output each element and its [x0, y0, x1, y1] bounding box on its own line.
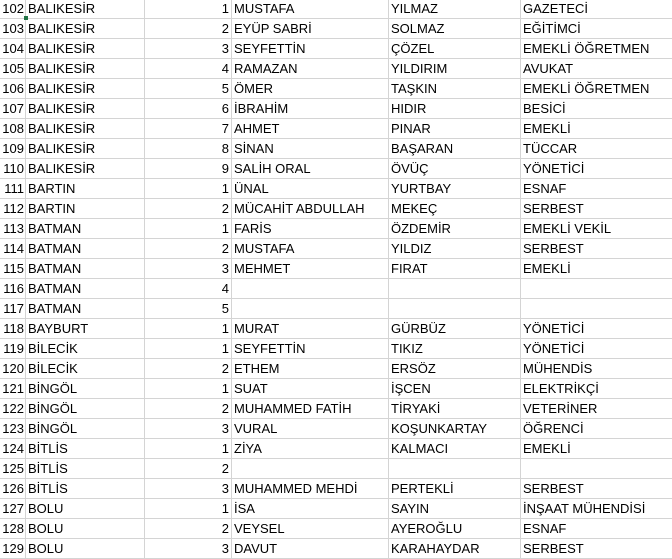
- cell-occupation[interactable]: EĞİTİMCİ: [523, 21, 581, 36]
- row-number[interactable]: 115: [0, 259, 26, 279]
- cell-city[interactable]: BOLU: [26, 519, 145, 539]
- table-row: [0, 299, 672, 319]
- table-row: [0, 259, 672, 279]
- cell-last-name[interactable]: KALMACI: [389, 439, 521, 459]
- cell-first-name[interactable]: VEYSEL: [232, 519, 389, 539]
- row-number[interactable]: 122: [0, 399, 26, 419]
- table-row: [0, 419, 672, 439]
- table-row: [0, 399, 672, 419]
- cell-city[interactable]: BALIKESİR: [26, 99, 145, 119]
- cell-order[interactable]: 2: [145, 519, 232, 539]
- cell-last-name[interactable]: ÖVÜÇ: [389, 159, 521, 179]
- cell-first-name[interactable]: ÖMER: [232, 79, 389, 99]
- cell-occupation[interactable]: EMEKLİ VEKİL: [523, 221, 612, 236]
- cell-last-name[interactable]: ÖZDEMİR: [389, 219, 521, 239]
- cell-last-name[interactable]: KOŞUNKARTAY: [389, 419, 521, 439]
- cell-order[interactable]: 6: [145, 99, 232, 119]
- cell-last-name[interactable]: [389, 279, 521, 299]
- cell-last-name[interactable]: PERTEKLİ: [389, 479, 521, 499]
- row-number[interactable]: 116: [0, 279, 26, 299]
- cell-occupation[interactable]: MÜHENDİS: [523, 361, 593, 376]
- cell-first-name[interactable]: [232, 299, 389, 319]
- table-row: [0, 119, 672, 139]
- cell-order[interactable]: 2: [145, 19, 232, 39]
- table-row: [0, 359, 672, 379]
- cell-occupation[interactable]: AVUKAT: [523, 61, 574, 76]
- table-row: [0, 79, 672, 99]
- cell-order[interactable]: 4: [145, 59, 232, 79]
- cell-city[interactable]: BALIKESİR: [26, 19, 145, 39]
- cell-first-name[interactable]: İSA: [232, 499, 389, 519]
- cell-city[interactable]: BOLU: [26, 539, 145, 559]
- table-row: [0, 439, 672, 459]
- cell-city[interactable]: BAYBURT: [26, 319, 145, 339]
- cell-city[interactable]: BOLU: [26, 499, 145, 519]
- cell-order[interactable]: 1: [145, 439, 232, 459]
- cell-last-name[interactable]: KARAHAYDAR: [389, 539, 521, 559]
- cell-first-name[interactable]: MURAT: [232, 319, 389, 339]
- row-number[interactable]: 121: [0, 379, 26, 399]
- cell-first-name[interactable]: EYÜP SABRİ: [232, 19, 389, 39]
- cell-first-name[interactable]: MUHAMMED FATİH: [232, 399, 389, 419]
- cell-city[interactable]: BİTLİS: [26, 439, 145, 459]
- cell-order[interactable]: 2: [145, 459, 232, 479]
- cell-occupation[interactable]: YÖNETİCİ: [523, 341, 585, 356]
- cell-occupation[interactable]: İNŞAAT MÜHENDİSİ: [523, 501, 646, 516]
- cell-first-name[interactable]: VURAL: [232, 419, 389, 439]
- cell-first-name[interactable]: FARİS: [232, 219, 389, 239]
- row-number[interactable]: 102: [0, 0, 26, 19]
- cell-order[interactable]: 3: [145, 259, 232, 279]
- cell-occupation[interactable]: BESİCİ: [523, 101, 566, 116]
- row-number[interactable]: 119: [0, 339, 26, 359]
- cell-occupation[interactable]: EMEKLİ ÖĞRETMEN: [523, 81, 650, 96]
- cell-first-name[interactable]: MÜCAHİT ABDULLAH: [232, 199, 389, 219]
- cell-order[interactable]: 5: [145, 79, 232, 99]
- table-row: [0, 0, 672, 19]
- cell-last-name[interactable]: MEKEÇ: [389, 199, 521, 219]
- cell-occupation[interactable]: SERBEST: [523, 541, 584, 556]
- cell-order[interactable]: 1: [145, 0, 232, 19]
- table-row: [0, 499, 672, 519]
- cell-first-name[interactable]: SEYFETTİN: [232, 339, 389, 359]
- cell-order[interactable]: 3: [145, 539, 232, 559]
- cell-last-name[interactable]: ÇÖZEL: [389, 39, 521, 59]
- cell-occupation[interactable]: EMEKLİ: [523, 261, 571, 276]
- cell-first-name[interactable]: [232, 279, 389, 299]
- cell-last-name[interactable]: [389, 459, 521, 479]
- cell-occupation[interactable]: YÖNETİCİ: [523, 161, 585, 176]
- cell-occupation[interactable]: SERBEST: [523, 201, 584, 216]
- cell-last-name[interactable]: İŞCEN: [389, 379, 521, 399]
- table-row: [0, 199, 672, 219]
- row-number[interactable]: 103: [0, 19, 26, 39]
- table-row: [0, 159, 672, 179]
- cell-order[interactable]: 1: [145, 219, 232, 239]
- cell-last-name[interactable]: AYEROĞLU: [389, 519, 521, 539]
- table-row: [0, 219, 672, 239]
- table-row: [0, 479, 672, 499]
- cell-last-name[interactable]: SOLMAZ: [389, 19, 521, 39]
- cell-city[interactable]: BİLECİK: [26, 339, 145, 359]
- cell-first-name[interactable]: SİNAN: [232, 139, 389, 159]
- row-number[interactable]: 123: [0, 419, 26, 439]
- table-row: [0, 379, 672, 399]
- cell-city[interactable]: BARTIN: [26, 199, 145, 219]
- cell-occupation[interactable]: YÖNETİCİ: [523, 321, 585, 336]
- cell-first-name[interactable]: RAMAZAN: [232, 59, 389, 79]
- cell-order[interactable]: 9: [145, 159, 232, 179]
- cell-city[interactable]: BARTIN: [26, 179, 145, 199]
- row-number[interactable]: 111: [0, 179, 26, 199]
- fill-handle[interactable]: [24, 16, 28, 20]
- cell-first-name[interactable]: İBRAHİM: [232, 99, 389, 119]
- cell-occupation[interactable]: [521, 299, 672, 319]
- cell-order[interactable]: 4: [145, 279, 232, 299]
- cell-order[interactable]: 7: [145, 119, 232, 139]
- cell-first-name[interactable]: [232, 459, 389, 479]
- row-number[interactable]: 120: [0, 359, 26, 379]
- cell-first-name[interactable]: AHMET: [232, 119, 389, 139]
- cell-city[interactable]: BATMAN: [26, 239, 145, 259]
- row-number[interactable]: 128: [0, 519, 26, 539]
- cell-first-name[interactable]: SEYFETTİN: [232, 39, 389, 59]
- cell-order[interactable]: 1: [145, 499, 232, 519]
- table-row: [0, 279, 672, 299]
- row-number[interactable]: 124: [0, 439, 26, 459]
- cell-order[interactable]: 1: [145, 379, 232, 399]
- cell-order[interactable]: 2: [145, 399, 232, 419]
- cell-occupation[interactable]: [521, 279, 672, 299]
- cell-city[interactable]: BALIKESİR: [26, 39, 145, 59]
- cell-occupation[interactable]: SERBEST: [523, 481, 584, 496]
- cell-city[interactable]: BATMAN: [26, 279, 145, 299]
- cell-first-name[interactable]: ETHEM: [232, 359, 389, 379]
- row-number[interactable]: 104: [0, 39, 26, 59]
- cell-city[interactable]: BİLECİK: [26, 359, 145, 379]
- cell-first-name[interactable]: DAVUT: [232, 539, 389, 559]
- cell-first-name[interactable]: MUSTAFA: [232, 239, 389, 259]
- cell-occupation[interactable]: ESNAF: [523, 181, 567, 196]
- cell-first-name[interactable]: MUSTAFA: [232, 0, 389, 19]
- table-row: [0, 319, 672, 339]
- cell-occupation[interactable]: SERBEST: [523, 241, 584, 256]
- cell-last-name[interactable]: YURTBAY: [389, 179, 521, 199]
- table-row: [0, 139, 672, 159]
- cell-first-name[interactable]: ZİYA: [232, 439, 389, 459]
- table-row: [0, 99, 672, 119]
- cell-city[interactable]: BALIKESİR: [26, 0, 145, 19]
- table-row: [0, 59, 672, 79]
- cell-order[interactable]: 2: [145, 239, 232, 259]
- cell-city[interactable]: BİNGÖL: [26, 419, 145, 439]
- cell-city[interactable]: BALIKESİR: [26, 119, 145, 139]
- cell-order[interactable]: 1: [145, 319, 232, 339]
- cell-last-name[interactable]: YILDIZ: [389, 239, 521, 259]
- cell-city[interactable]: BİNGÖL: [26, 379, 145, 399]
- cell-last-name[interactable]: [389, 299, 521, 319]
- cell-occupation[interactable]: GAZETECİ: [523, 1, 589, 16]
- cell-first-name[interactable]: ÜNAL: [232, 179, 389, 199]
- cell-city[interactable]: BATMAN: [26, 259, 145, 279]
- cell-order[interactable]: 2: [145, 359, 232, 379]
- table-row: [0, 239, 672, 259]
- row-number[interactable]: 129: [0, 539, 26, 559]
- cell-order[interactable]: 8: [145, 139, 232, 159]
- table-row: [0, 39, 672, 59]
- cell-city[interactable]: BALIKESİR: [26, 59, 145, 79]
- row-number[interactable]: 126: [0, 479, 26, 499]
- cell-city[interactable]: BATMAN: [26, 299, 145, 319]
- row-number[interactable]: 112: [0, 199, 26, 219]
- cell-order[interactable]: 2: [145, 199, 232, 219]
- cell-city[interactable]: BİTLİS: [26, 479, 145, 499]
- cell-first-name[interactable]: SALİH ORAL: [232, 159, 389, 179]
- table-row: [0, 459, 672, 479]
- cell-first-name[interactable]: MUHAMMED MEHDİ: [232, 479, 389, 499]
- row-number[interactable]: 106: [0, 79, 26, 99]
- row-number[interactable]: 117: [0, 299, 26, 319]
- cell-order[interactable]: 1: [145, 179, 232, 199]
- cell-first-name[interactable]: SUAT: [232, 379, 389, 399]
- cell-occupation[interactable]: EMEKLİ: [523, 121, 571, 136]
- cell-last-name[interactable]: ERSÖZ: [389, 359, 521, 379]
- cell-order[interactable]: 3: [145, 419, 232, 439]
- cell-order[interactable]: 5: [145, 299, 232, 319]
- cell-occupation[interactable]: [521, 459, 672, 479]
- cell-city[interactable]: BİTLİS: [26, 459, 145, 479]
- row-number[interactable]: 110: [0, 159, 26, 179]
- cell-city[interactable]: BİNGÖL: [26, 399, 145, 419]
- cell-last-name[interactable]: YILDIRIM: [389, 59, 521, 79]
- row-number[interactable]: 127: [0, 499, 26, 519]
- row-number[interactable]: 113: [0, 219, 26, 239]
- cell-last-name[interactable]: BAŞARAN: [389, 139, 521, 159]
- cell-last-name[interactable]: SAYIN: [389, 499, 521, 519]
- table-row: [0, 19, 672, 39]
- cell-order[interactable]: 3: [145, 39, 232, 59]
- row-number[interactable]: 108: [0, 119, 26, 139]
- row-number[interactable]: 118: [0, 319, 26, 339]
- cell-city[interactable]: BALIKESİR: [26, 139, 145, 159]
- cell-last-name[interactable]: TİRYAKİ: [389, 399, 521, 419]
- cell-occupation[interactable]: VETERİNER: [523, 401, 598, 416]
- cell-first-name[interactable]: MEHMET: [232, 259, 389, 279]
- cell-city[interactable]: BALIKESİR: [26, 159, 145, 179]
- cell-occupation[interactable]: EMEKLİ: [523, 441, 571, 456]
- cell-order[interactable]: 3: [145, 479, 232, 499]
- row-number[interactable]: 107: [0, 99, 26, 119]
- table-row: [0, 539, 672, 559]
- row-number[interactable]: 105: [0, 59, 26, 79]
- table-row: [0, 339, 672, 359]
- row-number[interactable]: 109: [0, 139, 26, 159]
- cell-last-name[interactable]: TAŞKIN: [389, 79, 521, 99]
- table-row: [0, 179, 672, 199]
- cell-last-name[interactable]: FIRAT: [389, 259, 521, 279]
- cell-city[interactable]: BATMAN: [26, 219, 145, 239]
- cell-city[interactable]: BALIKESİR: [26, 79, 145, 99]
- cell-last-name[interactable]: TIKIZ: [389, 339, 521, 359]
- cell-order[interactable]: 1: [145, 339, 232, 359]
- cell-occupation[interactable]: ELEKTRİKÇİ: [523, 381, 599, 396]
- row-number[interactable]: 125: [0, 459, 26, 479]
- cell-occupation[interactable]: TÜCCAR: [523, 141, 578, 156]
- cell-occupation[interactable]: EMEKLİ ÖĞRETMEN: [523, 41, 650, 56]
- cell-last-name[interactable]: HIDIR: [389, 99, 521, 119]
- row-number[interactable]: 114: [0, 239, 26, 259]
- cell-last-name[interactable]: YILMAZ: [389, 0, 521, 19]
- cell-last-name[interactable]: GÜRBÜZ: [389, 319, 521, 339]
- cell-occupation[interactable]: ÖĞRENCİ: [523, 421, 584, 436]
- table-row: [0, 519, 672, 539]
- cell-occupation[interactable]: ESNAF: [523, 521, 567, 536]
- cell-last-name[interactable]: PINAR: [389, 119, 521, 139]
